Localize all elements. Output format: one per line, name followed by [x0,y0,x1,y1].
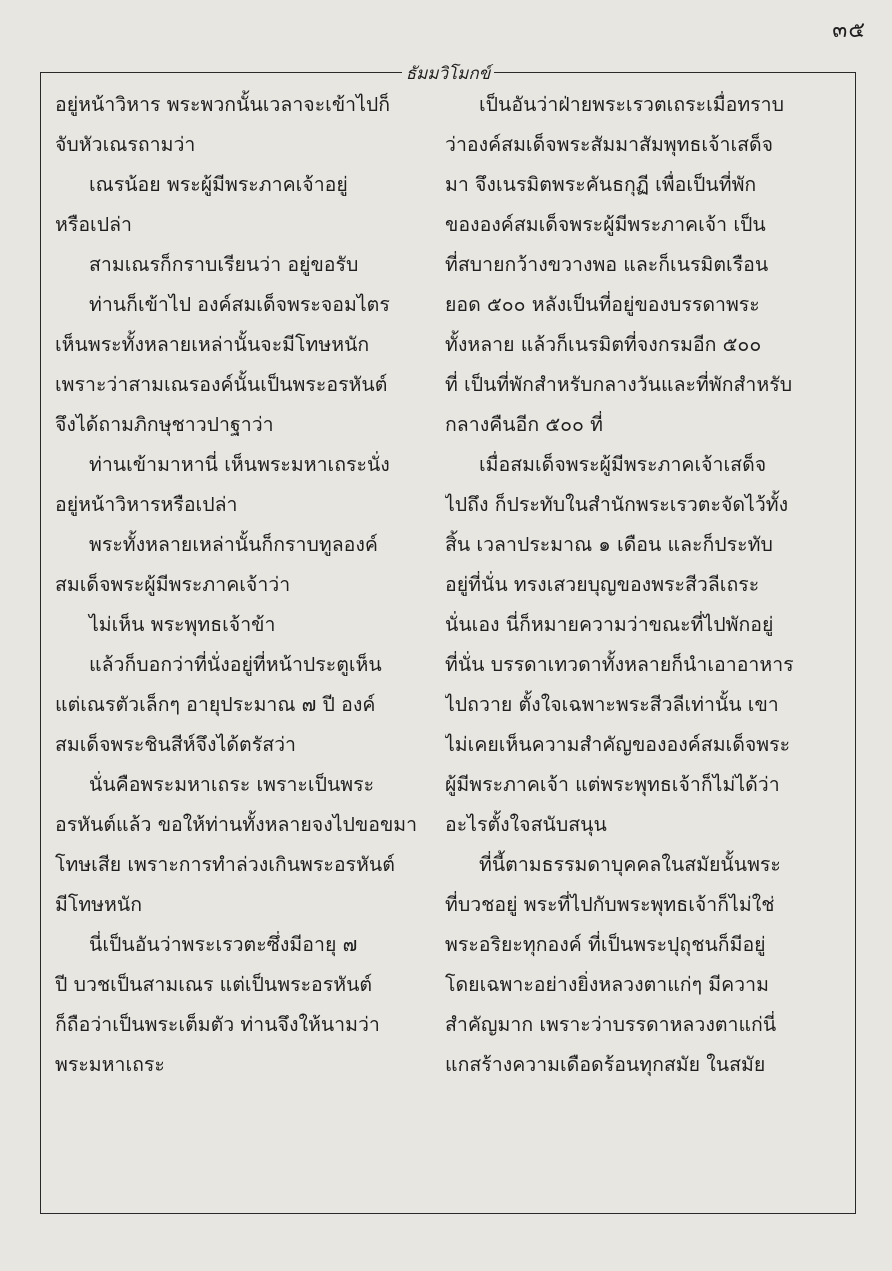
text-line: นั่นคือพระมหาเถระ เพราะเป็นพระ [89,773,375,796]
text-line: นั่นเอง นี่ก็หมายความว่าขณะที่ไปพักอยู่ [445,613,774,636]
text-line: อยู่ที่นั่น ทรงเสวยบุญของพระสีวลีเถระ [445,573,760,596]
left-column [55,85,419,1085]
text-line: เป็นอันว่าฝ่ายพระเรวตเถระเมื่อทราบ [479,93,784,116]
text-line: สมเด็จพระผู้มีพระภาคเจ้าว่า [55,573,291,596]
text-line: กลางคืนอีก ๕๐๐ ที่ [445,413,603,436]
text-line: ทั้งหลาย แล้วก็เนรมิตที่จงกรมอีก ๕๐๐ [445,333,762,356]
text-line: ว่าองค์สมเด็จพระสัมมาสัมพุทธเจ้าเสด็จ [445,133,774,156]
text-line: จับหัวเณรถามว่า [55,133,196,156]
text-line: ไปถวาย ตั้งใจเฉพาะพระสีวลีเท่านั้น เขา [445,693,779,716]
header-title: ธัมมวิโมกข์ [402,64,495,84]
text-line: มา จึงเนรมิตพระคันธกุฏี เพื่อเป็นที่พัก [445,173,757,196]
text-line: ที่สบายกว้างขวางพอ และก็เนรมิตเรือน [445,253,769,276]
text-line: ปี บวชเป็นสามเณร แต่เป็นพระอรหันต์ [55,973,373,996]
text-frame [40,64,856,1214]
text-line: โดยเฉพาะอย่างยิ่งหลวงตาแก่ๆ มีความ [445,973,769,996]
text-line: นี่เป็นอันว่าพระเรวตะซึ่งมีอายุ ๗ [89,933,358,956]
text-line: เห็นพระทั้งหลายเหล่านั้นจะมีโทษหนัก [55,333,370,356]
text-line: จึงได้ถามภิกษุชาวปาฐาว่า [55,413,274,436]
text-line: ผู้มีพระภาคเจ้า แต่พระพุทธเจ้าก็ไม่ได้ว่า [445,773,780,796]
text-line: พระอริยะทุกองค์ ที่เป็นพระปุถุชนก็มีอยู่ [445,933,766,956]
text-line: ที่บวชอยู่ พระที่ไปกับพระพุทธเจ้าก็ไม่ใช่ [445,893,775,916]
text-line: สมเด็จพระชินสีห์จึงได้ตรัสว่า [55,733,296,756]
text-line: เมื่อสมเด็จพระผู้มีพระภาคเจ้าเสด็จ [479,453,767,476]
text-line: ก็ถือว่าเป็นพระเต็มตัว ท่านจึงให้นามว่า [55,1013,380,1036]
text-line: ยอด ๕๐๐ หลังเป็นที่อยู่ของบรรดาพระ [445,293,760,316]
text-line: เพราะว่าสามเณรองค์นั้นเป็นพระอรหันต์ [55,373,388,396]
text-line: พระทั้งหลายเหล่านั้นก็กราบทูลองค์ [89,533,378,556]
text-line: อยู่หน้าวิหาร พระพวกนั้นเวลาจะเข้าไปก็ [55,93,391,116]
text-line: สามเณรก็กราบเรียนว่า อยู่ขอรับ [89,253,359,276]
text-line: ไม่เคยเห็นความสำคัญขององค์สมเด็จพระ [445,733,791,756]
page-number: ๓๕ [832,18,866,43]
text-line: ขององค์สมเด็จพระผู้มีพระภาคเจ้า เป็น [445,213,766,236]
text-line: อรหันต์แล้ว ขอให้ท่านทั้งหลายจงไปขอขมา [55,813,418,836]
text-line: สำคัญมาก เพราะว่าบรรดาหลวงตาแก่นี่ [445,1013,777,1036]
text-line: มีโทษหนัก [55,893,143,916]
text-line: ท่านก็เข้าไป องค์สมเด็จพระจอมไตร [89,293,390,316]
text-line: โทษเสีย เพราะการทำล่วงเกินพระอรหันต์ [55,853,395,876]
text-line: ที่ เป็นที่พักสำหรับกลางวันและที่พักสำหรับ [445,373,793,396]
text-line: ไปถึง ก็ประทับในสำนักพระเรวตะจัดไว้ทั้ง [445,493,789,516]
text-line: อยู่หน้าวิหารหรือเปล่า [55,493,238,516]
text-line: ท่านเข้ามาหานี่ เห็นพระมหาเถระนั่ง [89,453,390,476]
text-line: เณรน้อย พระผู้มีพระภาคเจ้าอยู่ [89,173,348,196]
text-line: สิ้น เวลาประมาณ ๑ เดือน และก็ประทับ [445,533,773,556]
text-line: แกสร้างความเดือดร้อนทุกสมัย ในสมัย [445,1053,766,1076]
text-line: แล้วก็บอกว่าที่นั่งอยู่ที่หน้าประตูเห็น [89,653,382,676]
text-line: ที่นี้ตามธรรมดาบุคคลในสมัยนั้นพระ [479,853,781,876]
text-line: อะไรตั้งใจสนับสนุน [445,813,607,836]
right-column [445,85,809,1085]
text-line: ที่นั่น บรรดาเทวดาทั้งหลายก็นำเอาอาหาร [445,653,794,676]
running-header [41,60,855,87]
text-line: ไม่เห็น พระพุทธเจ้าข้า [89,613,276,636]
text-line: หรือเปล่า [55,213,132,236]
text-line: แต่เณรตัวเล็กๆ อายุประมาณ ๗ ปี องค์ [55,693,376,716]
text-line: พระมหาเถระ [55,1053,165,1076]
